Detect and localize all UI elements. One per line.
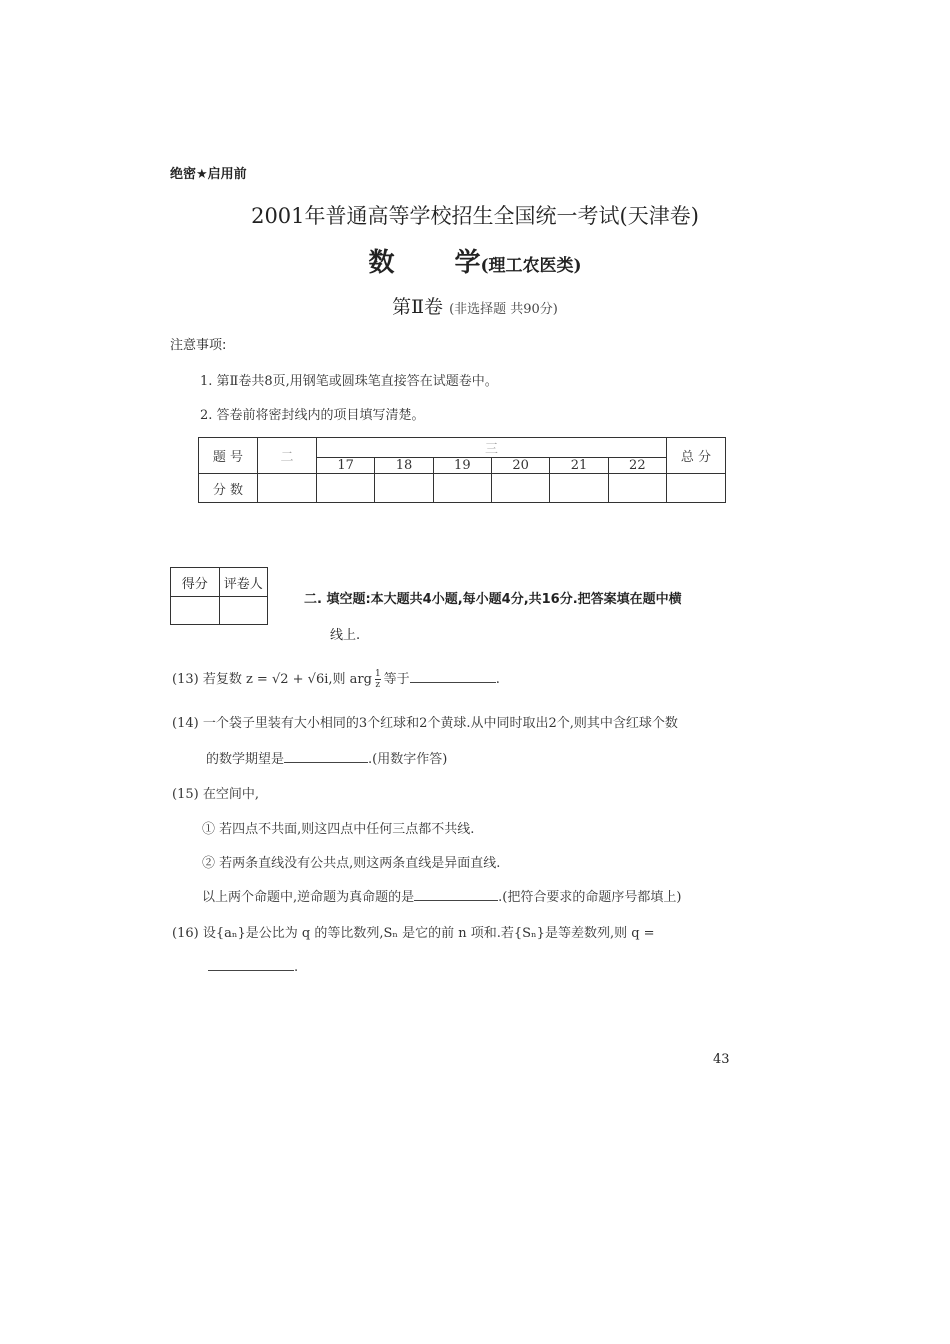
q13-mid: 等于 [383,672,410,687]
volume-heading [0,292,950,319]
question-number-label: 题 号 [199,438,258,474]
question-15-intro: (15) 在空间中, [172,787,259,802]
grader-score-cell[interactable] [171,597,220,625]
grader-name-label: 评卷人 [219,568,268,597]
q13-fraction-numerator: 1 [374,669,381,679]
question-15-proposition-2: ② 若两条直线没有公共点,则这两条直线是异面直线. [202,856,501,871]
score-cell[interactable] [491,474,549,503]
grader-name-cell[interactable] [219,597,268,625]
volume-label: 第Ⅱ卷 [392,296,444,318]
q13-fraction [375,669,381,690]
notice-heading: 注意事项: [170,338,227,353]
q16-end: . [294,960,299,975]
score-cell[interactable] [550,474,608,503]
q14-answer-blank[interactable] [284,750,368,763]
question-16-line-2 [208,958,298,975]
col-section-three: 三 [317,438,667,458]
question-18-header: 18 [375,458,433,474]
question-21-header: 21 [550,458,608,474]
notice-item-1: 1. 第Ⅱ卷共8页,用钢笔或圆珠笔直接答在试题卷中。 [200,374,498,389]
q14-prefix: 的数学期望是 [206,752,285,767]
total-score-cell[interactable] [667,474,726,503]
section-two-instructions-cont: 线上. [330,628,361,643]
question-16-line-1: (16) 设{aₙ}是公比为 q 的等比数列,Sₙ 是它的前 n 项和.若{Sₙ}是等差数列,则 q = [172,926,655,941]
q13-fraction-denominator: z [375,680,381,690]
page-number: 43 [713,1052,730,1067]
subject-heading [0,242,950,279]
q13-text: (13) 若复数 z = √2 + √6i,则 arg [172,672,372,687]
question-17-header: 17 [317,458,375,474]
question-15-line-3 [202,886,681,905]
score-cell[interactable] [258,474,317,503]
score-cell[interactable] [608,474,666,503]
q13-answer-blank[interactable] [410,670,496,683]
notice-item-2: 2. 答卷前将密封线内的项目填写清楚。 [200,408,425,423]
question-22-header: 22 [608,458,666,474]
q15-suffix: .(把符合要求的命题序号都填上) [498,890,682,905]
q13-end: . [495,672,500,687]
score-cell[interactable] [433,474,491,503]
q15-answer-blank[interactable] [414,888,498,901]
q14-suffix: .(用数字作答) [368,752,448,767]
subject-char-2: 学 [454,248,481,278]
question-19-header: 19 [433,458,491,474]
exam-title: 2001年普通高等学校招生全国统一考试(天津卷) [251,204,699,228]
subject-char-1: 数 [368,248,395,278]
subject-category: (理工农医类) [480,256,582,276]
grader-score-label: 得分 [171,568,220,597]
score-cell[interactable] [375,474,433,503]
total-label: 总 分 [667,438,726,474]
question-13 [172,668,500,690]
question-15-proposition-1: ① 若四点不共面,则这四点中任何三点都不共线. [202,822,475,837]
question-20-header: 20 [491,458,549,474]
score-row-label: 分 数 [199,474,258,503]
col-section-two: 二 [258,438,317,474]
section-two-instructions: 二. 填空题:本大题共4小题,每小题4分,共16分.把答案填在题中横 [304,592,682,607]
confidential-label: 绝密★启用前 [170,167,247,182]
q15-prefix: 以上两个命题中,逆命题为真命题的是 [202,890,415,905]
volume-note: (非选择题 共90分) [449,302,558,317]
question-14-line-1: (14) 一个袋子里装有大小相同的3个红球和2个黄球.从中同时取出2个,则其中含红球个数 [172,716,678,731]
grader-box [170,567,268,625]
score-cell[interactable] [317,474,375,503]
q16-answer-blank[interactable] [208,958,294,971]
score-table [198,437,726,503]
question-14-line-2 [206,748,447,767]
